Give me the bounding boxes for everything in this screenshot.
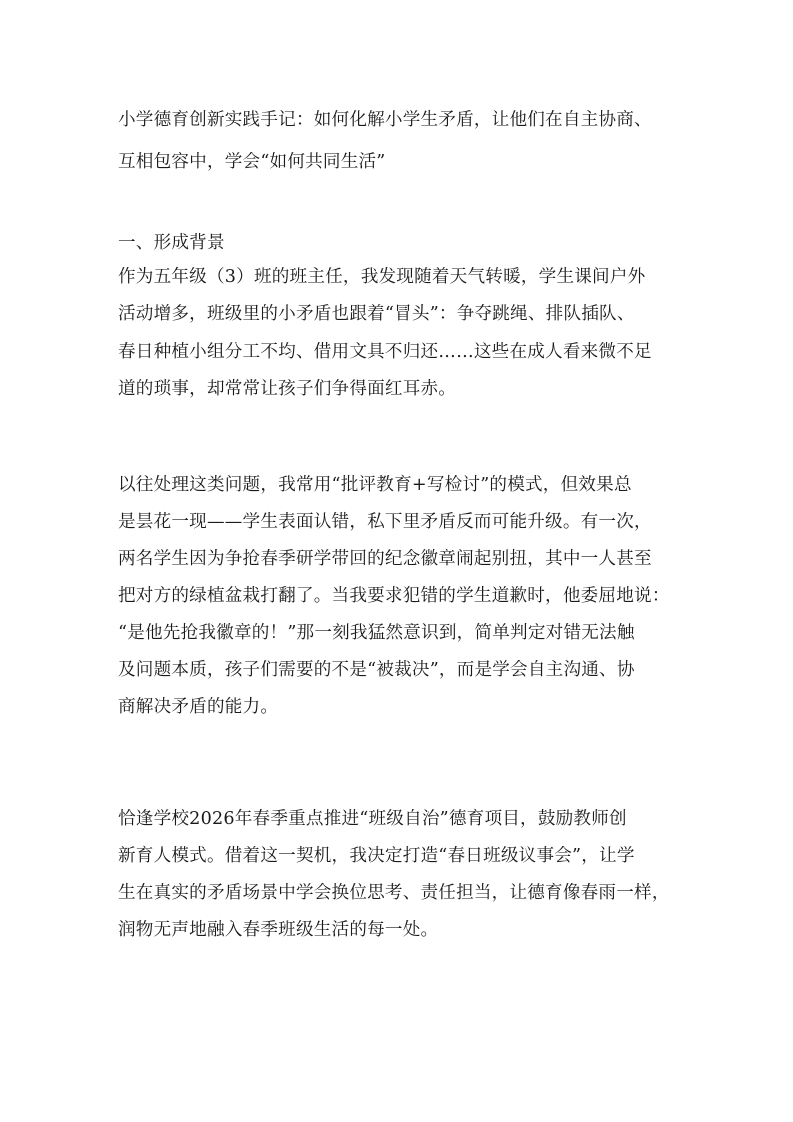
- document-title-line-1: 小学德育创新实践手记：如何化解小学生矛盾，让他们在自主协商、: [118, 110, 652, 130]
- paragraph-3-line: 润物无声地融入春季班级生活的每一处。: [118, 920, 439, 940]
- paragraph-1-line: 道的琐事，却常常让孩子们争得面红耳赤。: [118, 379, 457, 399]
- paragraph-3-line: 新育人模式。借着这一契机，我决定打造“春日班级议事会”，让学: [118, 846, 635, 866]
- paragraph-2-line: 是昙花一现——学生表面认错，私下里矛盾反而可能升级。有一次，: [118, 512, 652, 532]
- paragraph-2-line: “是他先抢我徽章的！”那一刻我猛然意识到，简单判定对错无法触: [118, 623, 635, 643]
- paragraph-1-line: 作为五年级（3）班的班主任，我发现随着天气转暖，学生课间户外: [118, 267, 646, 287]
- paragraph-2-line: 两名学生因为争抢春季研学带回的纪念徽章闹起别扭，其中一人甚至: [118, 549, 652, 569]
- document-title-line-2: 互相包容中，学会“如何共同生活”: [118, 152, 386, 172]
- section-heading: 一、形成背景: [118, 233, 225, 253]
- paragraph-2-line: 以往处理这类问题，我常用“批评教育+写检讨”的模式，但效果总: [118, 475, 632, 495]
- paragraph-1-line: 春日种植小组分工不均、借用文具不归还……这些在成人看来微不足: [118, 342, 652, 362]
- paragraph-2-line: 把对方的绿植盆栽打翻了。当我要求犯错的学生道歉时，他委屈地说：: [118, 586, 670, 606]
- paragraph-2-line: 商解决矛盾的能力。: [118, 697, 279, 717]
- paragraph-1-line: 活动增多，班级里的小矛盾也跟着“冒头”：争夺跳绳、排队插队、: [118, 304, 635, 324]
- paragraph-2-line: 及问题本质，孩子们需要的不是“被裁决”，而是学会自主沟通、协: [118, 660, 635, 680]
- paragraph-3-line: 恰逢学校2026年春季重点推进“班级自治”德育项目，鼓励教师创: [118, 809, 627, 829]
- paragraph-3-line: 生在真实的矛盾场景中学会换位思考、责任担当，让德育像春雨一样，: [118, 883, 670, 903]
